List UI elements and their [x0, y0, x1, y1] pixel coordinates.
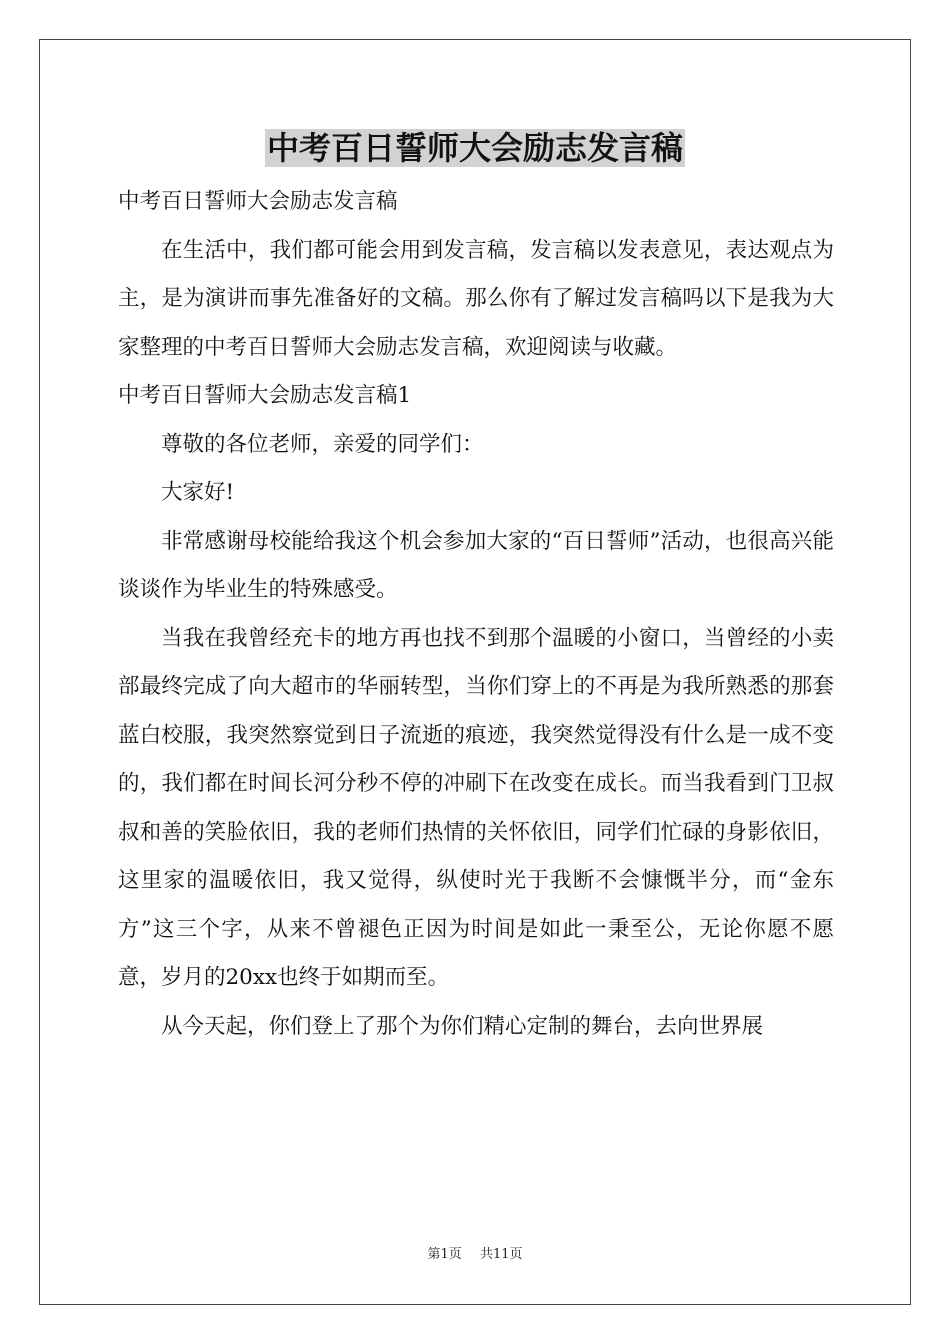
page-footer	[0, 1246, 950, 1264]
paragraph-thanks: 非常感谢母校能给我这个机会参加大家的“百日誓师”活动，也很高兴能谈谈作为毕业生的特殊感受。	[118, 528, 834, 602]
paragraph-heading: 中考百日誓师大会励志发言稿	[118, 189, 398, 214]
paragraph-closing: 从今天起，你们登上了那个为你们精心定制的舞台，去向世界展	[161, 1013, 764, 1039]
page-number: 第1页	[427, 1247, 462, 1262]
page-total: 共11页	[479, 1247, 523, 1262]
document-body	[118, 178, 834, 1051]
document-title	[0, 126, 950, 170]
paragraph-intro: 在生活中，我们都可能会用到发言稿，发言稿以发表意见，表达观点为主，是为演讲而事先准备好的文稿。那么你有了解过发言稿吗以下是我为大家整理的中考百日誓师大会励志发言稿，欢迎阅读与收藏。	[118, 237, 834, 360]
paragraph-reflection: 当我在我曾经充卡的地方再也找不到那个温暖的小窗口，当曾经的小卖部最终完成了向大超市的华丽转型，当你们穿上的不再是为我所熟悉的那套蓝白校服，我突然察觉到日子流逝的痕迹，我突然觉得没有什么是一成不变的，我们都在时间长河分秒不停的冲刷下在改变在成长。而当我看到门卫叔叔和善的笑脸依旧，我的老师们热情的关怀依旧，同学们忙碌的身影依旧，这里家的温暖依旧，我又觉得，纵使时光于我断不会慷慨半分，而“金东方”这三个字，从来不曾褪色正因为时间是如此一秉至公，无论你愿不愿意，岁月的20xx也终于如期而至。	[118, 625, 834, 990]
paragraph-salutation: 尊敬的各位老师，亲爱的同学们：	[161, 431, 484, 457]
paragraph-greeting: 大家好!	[161, 480, 235, 505]
paragraph-section-heading: 中考百日誓师大会励志发言稿1	[118, 383, 412, 408]
document-title-text: 中考百日誓师大会励志发言稿	[266, 129, 683, 167]
